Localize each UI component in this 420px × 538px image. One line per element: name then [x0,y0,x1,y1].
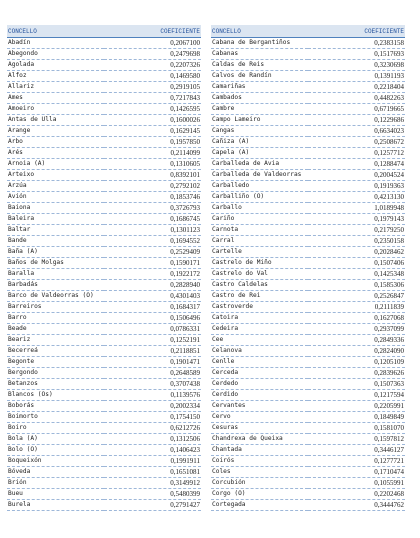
coeficiente-value: 0,1694552 [104,236,201,247]
coeficiente-value: 0,2648589 [104,368,201,379]
table-row [7,489,201,500]
table-row [7,203,201,214]
coeficiente-value: 0,2002334 [104,401,201,412]
table-header [7,25,201,38]
concello-name: Barro [7,313,104,324]
concello-name: Baralla [7,269,104,280]
coeficiente-value: 0,8392101 [104,170,201,181]
coeficiente-value: 0,1919363 [308,181,405,192]
table-row [211,247,405,258]
table-row [7,192,201,203]
concello-name: Abegondo [7,49,104,60]
coeficiente-value: 0,2207326 [104,60,201,71]
concello-name: Cambre [211,104,308,115]
table-row [7,456,201,467]
coeficiente-value: 0,2004524 [308,170,405,181]
concello-name: Barco de Valdeorras (O) [7,291,104,302]
coeficiente-value: 0,1506496 [104,313,201,324]
table-row [211,126,405,137]
coeficiente-value: 0,1710474 [308,467,405,478]
concello-name: Arés [7,148,104,159]
table-row [7,280,201,291]
concello-name: Bóveda [7,467,104,478]
concello-name: Cesuras [211,423,308,434]
concello-name: Castroverde [211,302,308,313]
concello-name: Baleira [7,214,104,225]
coeficiente-header: COEFICIENTE [308,25,405,38]
table-row [7,115,201,126]
concello-name: Boqueixón [7,456,104,467]
concello-name: Arbo [7,137,104,148]
table-row [7,93,201,104]
concello-name: Carballeda de Avia [211,159,308,170]
coeficiente-value: 0,1229686 [308,115,405,126]
coeficiente-value: 0,2792102 [104,181,201,192]
table-row [211,159,405,170]
table-body-right [211,38,405,511]
table-row [211,313,405,324]
coefficients-table-right [211,25,405,511]
table-row [211,192,405,203]
concello-name: Cañiza (A) [211,137,308,148]
concello-name: Brión [7,478,104,489]
table-row [211,258,405,269]
coeficiente-value: 0,2067100 [104,38,201,49]
table-row [7,225,201,236]
concello-name: Corcubión [211,478,308,489]
coeficiente-value: 0,1425348 [308,269,405,280]
concello-name: Coles [211,467,308,478]
concello-name: Carballiño (O) [211,192,308,203]
table-row [7,357,201,368]
coeficiente-value: 0,2824090 [308,346,405,357]
concello-name: Cerceda [211,368,308,379]
table-row [7,82,201,93]
concello-name: Coirós [211,456,308,467]
coeficiente-value: 0,2383158 [308,38,405,49]
table-body-left [7,38,201,511]
concello-name: Castrelo de Miño [211,258,308,269]
concello-name: Cariño [211,214,308,225]
table-row [211,434,405,445]
coeficiente-value: 0,3726793 [104,203,201,214]
coeficiente-value: 0,2202468 [308,489,405,500]
coeficiente-value: 0,0786331 [104,324,201,335]
concello-name: Bande [7,236,104,247]
concello-name: Cangas [211,126,308,137]
table-row [7,71,201,82]
concello-name: Antas de Ulla [7,115,104,126]
concello-name: Barbadás [7,280,104,291]
coeficiente-value: 0,7217843 [104,93,201,104]
table-row [211,379,405,390]
coeficiente-value: 0,3444762 [308,500,405,511]
coeficiente-value: 0,1288474 [308,159,405,170]
concello-name: Ames [7,93,104,104]
table-row [7,126,201,137]
concello-name: Cabanas [211,49,308,60]
concello-name: Cee [211,335,308,346]
concello-name: Boimorto [7,412,104,423]
concello-name: Amoeiro [7,104,104,115]
concello-name: Agolada [7,60,104,71]
table-row [211,280,405,291]
concello-name: Baiona [7,203,104,214]
coeficiente-value: 0,1754150 [104,412,201,423]
table-row [211,456,405,467]
table-row [7,368,201,379]
coeficiente-value: 0,2791427 [104,500,201,511]
coeficiente-value: 0,1312506 [104,434,201,445]
coeficiente-value: 0,2508672 [308,137,405,148]
coeficiente-value: 0,1257712 [308,148,405,159]
coeficiente-value: 0,2179250 [308,225,405,236]
concello-name: Chantada [211,445,308,456]
coeficiente-value: 0,6212726 [104,423,201,434]
concello-name: Betanzos [7,379,104,390]
table-row [211,104,405,115]
coeficiente-value: 0,2529409 [104,247,201,258]
concello-name: Baltar [7,225,104,236]
concello-name: Campo Lameiro [211,115,308,126]
coeficiente-value: 0,1684317 [104,302,201,313]
concello-name: Baños de Molgas [7,258,104,269]
coeficiente-value: 0,1991911 [104,456,201,467]
concello-name: Baña (A) [7,247,104,258]
table-row [211,445,405,456]
table-row [7,401,201,412]
concello-header: CONCELLO [211,25,308,38]
concello-name: Castrelo do Val [211,269,308,280]
coeficiente-value: 1,0189948 [308,203,405,214]
table-row [211,500,405,511]
coeficiente-value: 0,2919105 [104,82,201,93]
coeficiente-value: 0,1277721 [308,456,405,467]
coeficiente-value: 0,1686745 [104,214,201,225]
concello-name: Castro de Rei [211,291,308,302]
coeficiente-value: 0,1507363 [308,379,405,390]
coeficiente-value: 0,1627068 [308,313,405,324]
table-row [211,401,405,412]
concello-name: Cerdido [211,390,308,401]
concello-name: Beade [7,324,104,335]
table-row [211,423,405,434]
concello-name: Capela (A) [211,148,308,159]
table-row [7,302,201,313]
table-row [7,170,201,181]
table-row [211,324,405,335]
concello-name: Castro Caldelas [211,280,308,291]
coeficiente-value: 0,2849336 [308,335,405,346]
concello-name: Bergondo [7,368,104,379]
coeficiente-value: 0,1629145 [104,126,201,137]
table-row [211,137,405,148]
coeficiente-value: 0,1055991 [308,478,405,489]
concello-name: Bueu [7,489,104,500]
coeficiente-value: 0,1469580 [104,71,201,82]
concello-name: Carballedo [211,181,308,192]
coeficiente-value: 0,2350158 [308,236,405,247]
table-row [7,60,201,71]
table-row [7,214,201,225]
concello-name: Calvos de Randín [211,71,308,82]
table-row [211,38,405,49]
coeficiente-value: 0,1922172 [104,269,201,280]
table-row [211,225,405,236]
coeficiente-value: 0,2205991 [308,401,405,412]
table-row [211,412,405,423]
coeficiente-value: 0,1139576 [104,390,201,401]
table-row [211,291,405,302]
table-row [7,291,201,302]
coeficiente-value: 0,1901471 [104,357,201,368]
coeficiente-value: 0,2479698 [104,49,201,60]
table-row [7,412,201,423]
coeficiente-value: 0,3149912 [104,478,201,489]
table-row [211,269,405,280]
concello-name: Barreiros [7,302,104,313]
coeficiente-value: 0,2526847 [308,291,405,302]
table-row [211,60,405,71]
coeficiente-value: 0,1517693 [308,49,405,60]
table-row [7,247,201,258]
coeficiente-value: 0,2828940 [104,280,201,291]
concello-name: Cenlle [211,357,308,368]
concello-name: Cervantes [211,401,308,412]
coeficiente-value: 0,1507406 [308,258,405,269]
concello-name: Cervo [211,412,308,423]
table-row [211,489,405,500]
concello-name: Arzúa [7,181,104,192]
coeficiente-value: 0,1581070 [308,423,405,434]
table-row [7,236,201,247]
concello-name: Boiro [7,423,104,434]
table-row [211,82,405,93]
concello-name: Avión [7,192,104,203]
coeficiente-value: 0,2218404 [308,82,405,93]
coeficiente-value: 0,1979143 [308,214,405,225]
concello-name: Catoira [211,313,308,324]
table-row [211,71,405,82]
coeficiente-value: 0,1590171 [104,258,201,269]
coeficiente-value: 0,1597812 [308,434,405,445]
concello-name: Cabana de Bergantiños [211,38,308,49]
coeficiente-value: 0,1391193 [308,71,405,82]
coeficiente-value: 0,5480399 [104,489,201,500]
table-row [211,335,405,346]
table-row [7,346,201,357]
concello-name: Arnoia (A) [7,159,104,170]
coeficiente-value: 0,2937099 [308,324,405,335]
concello-name: Arange [7,126,104,137]
coeficiente-value: 0,1600026 [104,115,201,126]
table-row [7,159,201,170]
concello-name: Celanova [211,346,308,357]
table-header [211,25,405,38]
coeficiente-value: 0,4482263 [308,93,405,104]
table-row [211,236,405,247]
table-row [7,434,201,445]
concello-name: Becerreá [7,346,104,357]
coeficiente-value: 0,2111839 [308,302,405,313]
concello-name: Beariz [7,335,104,346]
concello-name: Caldas de Reis [211,60,308,71]
table-row [7,313,201,324]
concello-name: Abadín [7,38,104,49]
concello-name: Cortegada [211,500,308,511]
coeficiente-value: 0,1217594 [308,390,405,401]
table-row [7,500,201,511]
table-row [211,368,405,379]
concello-name: Carral [211,236,308,247]
table-row [7,38,201,49]
concello-name: Carballeda de Valdeorras [211,170,308,181]
coeficiente-value: 0,2028462 [308,247,405,258]
concello-name: Cartelle [211,247,308,258]
coeficiente-value: 0,2114099 [104,148,201,159]
coeficiente-value: 0,3230698 [308,60,405,71]
table-row [7,258,201,269]
coeficiente-value: 0,1252191 [104,335,201,346]
table-row [7,478,201,489]
concello-name: Arteixo [7,170,104,181]
table-row [211,148,405,159]
coeficiente-value: 0,3446127 [308,445,405,456]
table-row [7,379,201,390]
coeficiente-value: 0,1849849 [308,412,405,423]
table-row [211,203,405,214]
concello-name: Corgo (O) [211,489,308,500]
concello-name: Cambados [211,93,308,104]
concello-name: Begonte [7,357,104,368]
table-row [7,148,201,159]
coeficiente-value: 0,6719665 [308,104,405,115]
coeficiente-value: 0,1301123 [104,225,201,236]
table-row [7,445,201,456]
concello-name: Alfoz [7,71,104,82]
coeficiente-value: 0,3707438 [104,379,201,390]
concello-name: Cedeira [211,324,308,335]
table-row [7,137,201,148]
coeficiente-value: 0,1853746 [104,192,201,203]
coeficiente-value: 0,2839626 [308,368,405,379]
table-row [7,423,201,434]
table-row [211,346,405,357]
coeficiente-value: 0,6634023 [308,126,405,137]
table-row [7,181,201,192]
coeficiente-value: 0,1651081 [104,467,201,478]
concello-name: Bola (A) [7,434,104,445]
concello-name: Carnota [211,225,308,236]
coeficiente-value: 0,1957850 [104,137,201,148]
table-row [211,302,405,313]
concello-name: Allariz [7,82,104,93]
concello-name: Carballo [211,203,308,214]
table-row [211,390,405,401]
coeficiente-value: 0,1205109 [308,357,405,368]
table-row [211,49,405,60]
table-row [211,170,405,181]
concello-name: Cerdedo [211,379,308,390]
table-row [7,390,201,401]
table-row [211,214,405,225]
table-row [7,49,201,60]
table-row [211,357,405,368]
coefficients-table-left [7,25,201,511]
coeficiente-value: 0,1585306 [308,280,405,291]
concello-name: Blancos (Os) [7,390,104,401]
coeficiente-value: 0,4301403 [104,291,201,302]
concello-name: Camariñas [211,82,308,93]
table-row [7,324,201,335]
concello-name: Burela [7,500,104,511]
coeficiente-value: 0,2118851 [104,346,201,357]
coeficiente-header: COEFICIENTE [104,25,201,38]
coeficiente-value: 0,4213130 [308,192,405,203]
table-row [211,115,405,126]
table-row [211,467,405,478]
table-row [211,181,405,192]
table-row [211,478,405,489]
coeficiente-value: 0,1310605 [104,159,201,170]
concello-header: CONCELLO [7,25,104,38]
table-row [7,269,201,280]
table-row [7,104,201,115]
table-row [7,335,201,346]
coeficiente-value: 0,1406423 [104,445,201,456]
concello-name: Chandrexa de Queixa [211,434,308,445]
concello-name: Boborás [7,401,104,412]
table-row [7,467,201,478]
table-row [211,93,405,104]
concello-name: Bolo (O) [7,445,104,456]
coeficiente-value: 0,1426595 [104,104,201,115]
